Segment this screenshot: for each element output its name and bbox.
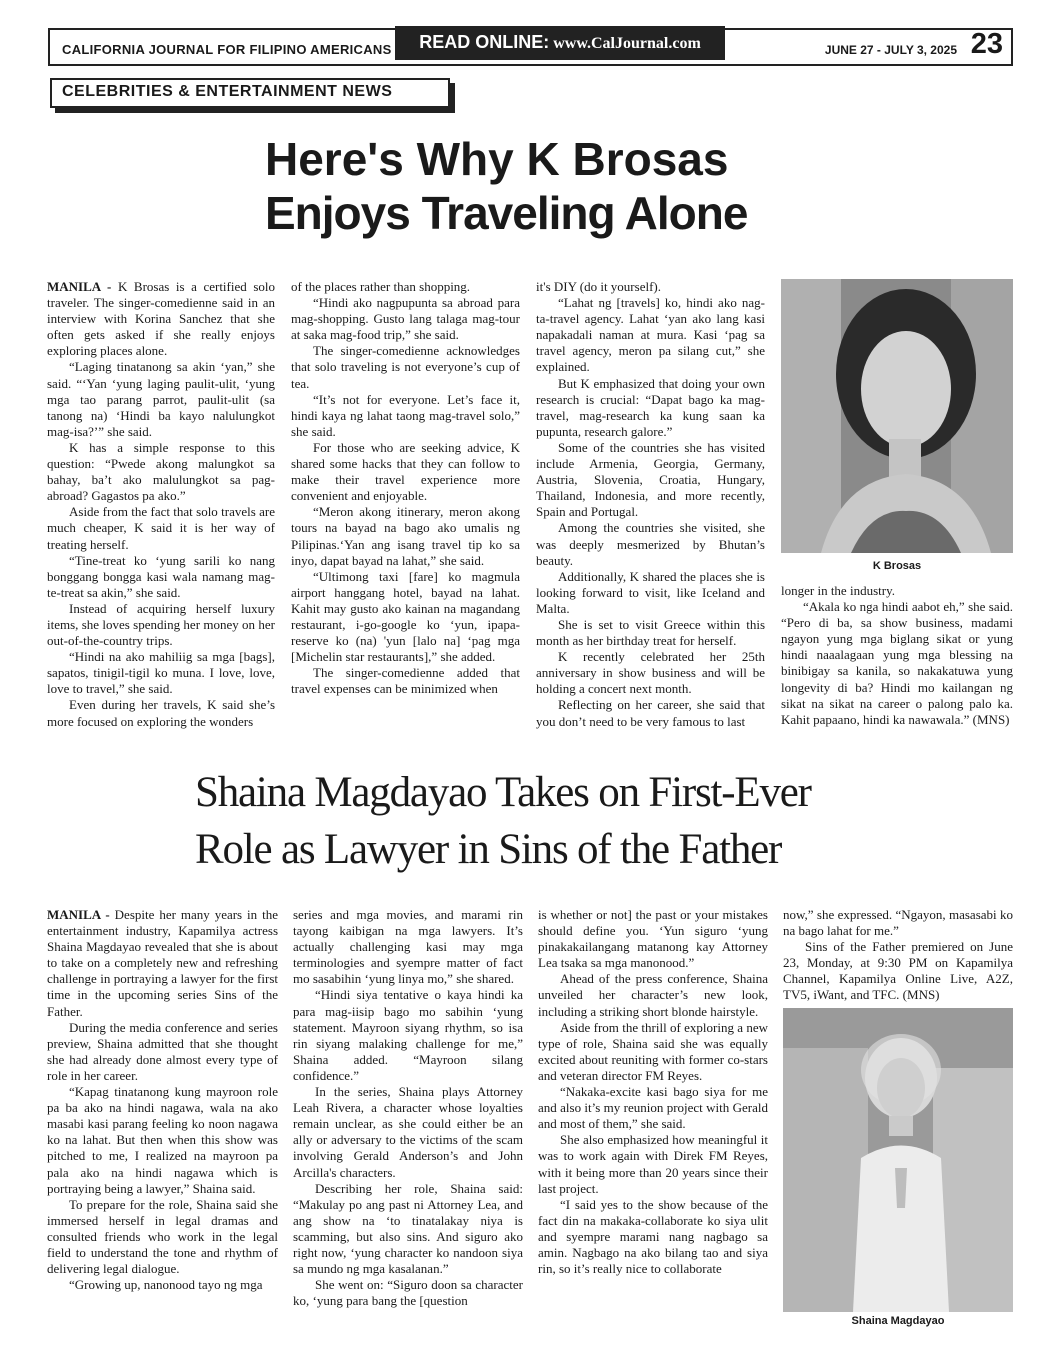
paragraph: Reflecting on her career, she said that you don’t need to be very famous to last bbox=[536, 697, 765, 729]
paragraph: “Hindi na ako mahiliig sa mga [bags], sapatos, tinigil-tigil ko muna. I love, love, love to travel,” she said. bbox=[47, 649, 275, 697]
portrait-image bbox=[783, 1008, 1013, 1312]
k-brosas-caption: K Brosas bbox=[872, 560, 922, 572]
read-online-link[interactable]: www.CalJournal.com bbox=[553, 35, 701, 52]
shaina-magdayao-caption: Shaina Magdayao bbox=[851, 1315, 945, 1327]
paragraph: Aside from the fact that solo travels are much cheaper, K said it is her way of treating herself. bbox=[47, 504, 275, 552]
paragraph: The singer-comedienne added that travel expenses can be minimized when bbox=[291, 665, 520, 697]
paragraph: “Laging tinatanong sa akin ‘yan,” she said. “‘Yan ‘yung laging paulit-ulit, ‘yung mga tao parang parrot, paulit-ulit (sa tanong na) ‘Hindi ba kayo nalulungkot mag-isa?’” she said. bbox=[47, 359, 275, 439]
shaina-magdayao-photo bbox=[783, 1008, 1013, 1312]
article2-column-4 bbox=[783, 907, 1013, 1004]
paragraph: “Kapag tinatanong kung mayroon role pa ba ako na hindi nagawa, wala na ako masabi kasi parang feeling ko noon nagawa ko na lahat. But then when this show was pitched to me, I realized na mayroon pa pala ako na hindi nagawa which is portraying being a lawyer,” Shaina said. bbox=[47, 1084, 278, 1196]
paragraph: Sins of the Father premiered on June 23, Monday, at 9:30 PM on Kapamilya Channel, Kapamilya Online Live, A2Z, TV5, iWant, and TFC. (MNS) bbox=[783, 939, 1013, 1003]
paragraph: To prepare for the role, Shaina said she immersed herself in legal dramas and consulted friends who work in the legal field to understand the tone and rhythm of delivering legal dialogue. bbox=[47, 1196, 278, 1277]
paragraph: For those who are seeking advice, K shared some hacks that they can follow to make their travel experience more convenient and enjoyable. bbox=[291, 439, 520, 504]
paragraph: K has a simple response to this question: “Pwede akong malungkot sa bahay, ba’t ako malulungkot sa pag-abroad? Gagastos pa ako.” bbox=[47, 439, 275, 504]
paragraph: “Akala ko nga hindi aabot eh,” she said. “Pero di ba, sa show business, madami ngayon yung mga biglang sikat or yung hindi naaalagaan yung mga blessing na binibigay sa kanila, so nakakatuwa yung longevity di ba? Hindi mo kailangan ng sikat na sikat na career o palong palo ka. Kahit papaano, hindi ka nawawala.” (MNS) bbox=[781, 599, 1013, 727]
paragraph: Additionally, K shared the places she is looking forward to visit, like Iceland and Malta. bbox=[536, 568, 765, 616]
article2-column-1 bbox=[47, 907, 278, 1293]
publication-name: CALIFORNIA JOURNAL FOR FILIPINO AMERICANS bbox=[62, 42, 392, 57]
article2-headline bbox=[195, 764, 915, 878]
paragraph: MANILA - Despite her many years in the entertainment industry, Kapamilya actress Shaina Magdayao revealed that she is about to take on a completely new and refreshing challenge in portraying a lawyer for the first time in the upcoming series Sins of the Father. bbox=[47, 907, 278, 1019]
paragraph: is whether or not] the past or your mistakes should define you. ‘Yun siguro ‘yung pinakakailangang matanong kay Attorney Lea tsaka sa mga manonood.” bbox=[538, 907, 768, 971]
paragraph: Some of the countries she has visited include Armenia, Georgia, Germany, Austria, Slovenia, Croatia, Hungary, Thailand, Indonesia, and more recently, Spain and Portugal. bbox=[536, 439, 765, 520]
read-online-label: READ ONLINE: bbox=[419, 32, 550, 52]
article1-headline bbox=[265, 132, 825, 240]
paragraph: “Growing up, nanonood tayo ng mga bbox=[69, 1277, 263, 1293]
paragraph: Instead of acquiring herself luxury items, she loves spending her money on her out-of-the-country trips. bbox=[47, 600, 275, 649]
paragraph: She also emphasized how meaningful it was to work again with Direk FM Reyes, with it being more than 20 years since their last project. bbox=[538, 1132, 768, 1196]
paragraph: “I said yes to the show because of the fact din na makaka-collaborate ko siya ulit and syempre marami nang nagbago sa amin. Nagbago na ako bilang tao and siya rin, so it’s really nice to collaborate bbox=[538, 1196, 768, 1277]
paragraph: Describing her role, Shaina said: “Makulay po ang past ni Attorney Lea, and ang show na ‘to tinatalakay niya is scamming, but also sins. And siguro ako right now, ‘yung character ko nandoon siya sa mundo ng mga kasalanan.” bbox=[293, 1180, 523, 1277]
paragraph: series and mga movies, and marami rin tayong kaibigan na mga lawyers. It’s actually challenging kasi may mga terminologies and syempre matter of fact mo sasabihin ‘yung linya mo,” she shared. bbox=[293, 907, 523, 987]
article1-column-1 bbox=[47, 279, 275, 730]
paragraph: Aside from the thrill of exploring a new type of role, Shaina said she was equally excited about reuniting with former co-stars and veteran director FM Reyes. bbox=[538, 1019, 768, 1083]
portrait-image bbox=[781, 279, 1013, 553]
paragraph: “Hindi ako nagpupunta sa abroad para mag-shopping. Gusto lang talaga mag-tour at saka mag-food trip,” she said. bbox=[291, 295, 520, 343]
paragraph: “Meron akong itinerary, meron akong tours na bayad na bago ako umalis ng Pilipinas.‘Yan ang isang travel tip ko sa inyo, dapat bayad na lahat,” she said. bbox=[291, 504, 520, 568]
article2-headline-line2: Role as Lawyer in Sins of the Father bbox=[195, 826, 782, 873]
dateline: MANILA - bbox=[47, 279, 118, 294]
article2-headline-line1: Shaina Magdayao Takes on First-Ever bbox=[195, 769, 811, 816]
paragraph: “Lahat ng [travels] ko, hindi ako nag-ta-travel agency. Lahat ‘yan ako lang kasi napakadali naman at mura. Kasi ‘pag sa travel agency, meron pa silang cut,” she explained. bbox=[536, 295, 765, 375]
article1-column-4 bbox=[781, 583, 1013, 728]
paragraph: “Nakaka-excite kasi bago siya for me and also it’s my reunion project with Gerald and most of them,” she said. bbox=[538, 1084, 768, 1132]
article1-headline-line1: Here's Why K Brosas bbox=[265, 133, 729, 185]
read-online-banner[interactable] bbox=[395, 26, 725, 60]
paragraph: She is set to visit Greece within this month as her birthday treat for herself. bbox=[536, 616, 765, 649]
paragraph: “It’s not for everyone. Let’s face it, hindi kaya ng lahat taong mag-travel solo,” she said. bbox=[291, 391, 520, 439]
k-brosas-photo bbox=[781, 279, 1013, 553]
paragraph: MANILA - K Brosas is a certified solo traveler. The singer-comedienne said in an interview with Korina Sanchez that she often gets asked if she really enjoys exploring places alone. bbox=[47, 279, 275, 359]
article1-column-2 bbox=[291, 279, 520, 697]
paragraph: Even during her travels, K said she’s more focused on exploring the wonders bbox=[47, 697, 275, 729]
paragraph: “Ultimong taxi [fare] ko magmula airport hanggang hotel, bayad na lahat. Kahit may gusto ako kainan na magandang restaurant, i-go-google ko ‘yun, ipapa-reserve ko (na) 'yun [lalo na] ‘pag mga [Michelin star restaurants],” she added. bbox=[291, 568, 520, 665]
paragraph: Among the countries she visited, she was deeply mesmerized by Bhutan’s beauty. bbox=[536, 520, 765, 568]
paragraph: Ahead of the press conference, Shaina unveiled her character’s new look, including a striking short blonde hairstyle. bbox=[538, 971, 768, 1019]
paragraph: now,” she expressed. “Ngayon, masasabi ko na bago lahat for me.” bbox=[783, 907, 1013, 939]
paragraph: it's DIY (do it yourself). bbox=[536, 279, 661, 294]
section-title: CELEBRITIES & ENTERTAINMENT NEWS bbox=[50, 78, 450, 108]
article1-headline-line2: Enjoys Traveling Alone bbox=[265, 187, 748, 239]
paragraph: “Tine-treat ko ‘yung sarili ko nang bonggang bongga kasi wala namang mag-te-treat sa akin,” she said. bbox=[47, 552, 275, 600]
paragraph: During the media conference and series preview, Shaina admitted that she thought she had already done almost every type of role in her career. bbox=[47, 1019, 278, 1083]
article2-column-3 bbox=[538, 907, 768, 1277]
paragraph: of the places rather than shopping. bbox=[291, 279, 471, 294]
paragraph: The singer-comedienne acknowledges that solo traveling is not everyone’s cup of tea. bbox=[291, 343, 520, 391]
paragraph: “Hindi siya tentative o kaya hindi ka para mag-iisip bago mo sabihin ‘yung statement. Mayroon siyang rhythm, so isa rin siyang malaking challenge for me,” Shaina added. “Mayroon silang confidence.” bbox=[293, 987, 523, 1083]
article1-column-3 bbox=[536, 279, 765, 730]
issue-date: JUNE 27 - JULY 3, 2025 bbox=[824, 43, 957, 57]
paragraph: In the series, Shaina plays Attorney Leah Rivera, a character whose loyalties remain unclear, as she could either be an ally or adversary to the victims of the scam involving Gerald Anderson’s and John Arcilla's characters. bbox=[293, 1084, 523, 1180]
dateline: MANILA - bbox=[47, 907, 115, 922]
paragraph: longer in the industry. bbox=[781, 583, 895, 598]
paragraph: But K emphasized that doing your own research is crucial: “Dapat bago ka mag-travel, mag-research ka kung saan ka pupunta, research galore.” bbox=[536, 375, 765, 439]
paragraph: K recently celebrated her 25th anniversary in show business and will be holding a concert next month. bbox=[536, 649, 765, 697]
masthead-bar bbox=[48, 28, 1013, 66]
article2-column-2 bbox=[293, 907, 523, 1309]
paragraph: She went on: “Siguro doon sa character ko, ‘yung para bang the [question bbox=[293, 1277, 523, 1309]
page-number: 23 bbox=[970, 28, 1003, 60]
